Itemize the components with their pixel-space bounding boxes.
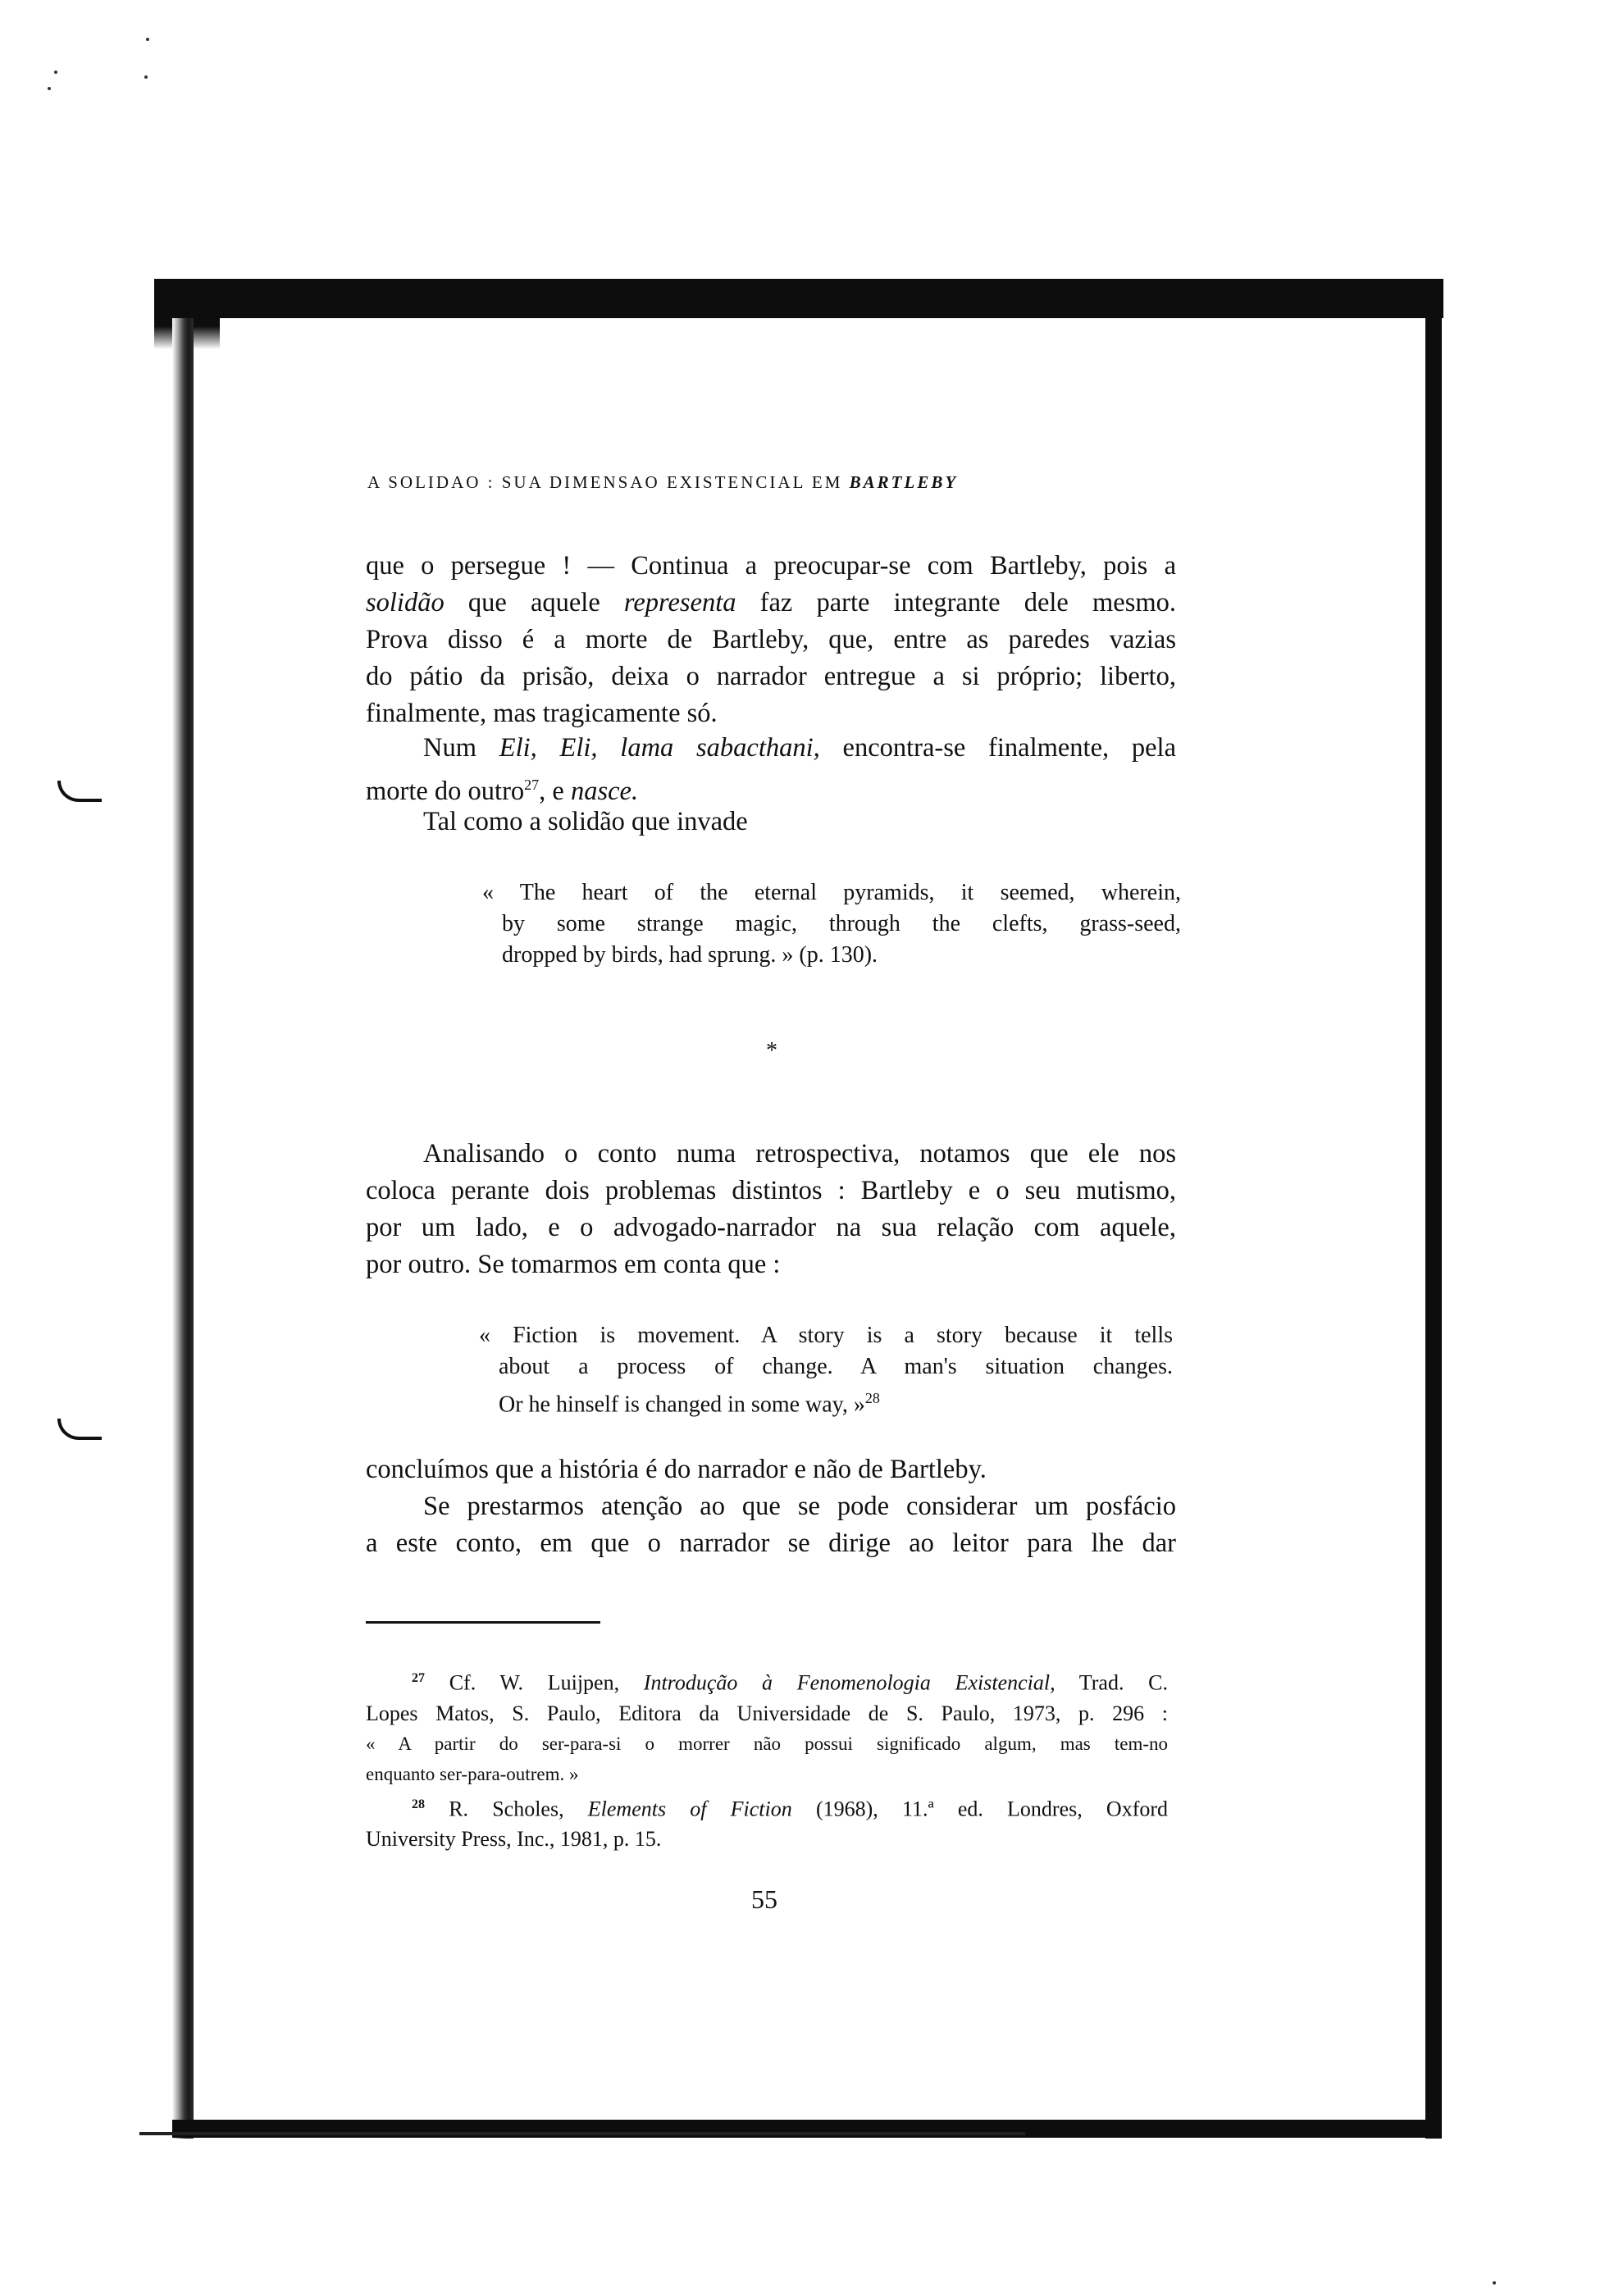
- scan-frame-left: [172, 318, 194, 2139]
- quote-line: [479, 1383, 1173, 1420]
- paragraph-6: [366, 1488, 1176, 1562]
- running-head-title: BARTLEBY: [849, 472, 959, 492]
- scan-frame-right: [1425, 318, 1442, 2139]
- paragraph-1: [366, 548, 1176, 732]
- binding-mark: [57, 1419, 102, 1440]
- scan-speck: [144, 75, 148, 79]
- scan-speck: [1493, 2281, 1496, 2285]
- scan-frame-top: [154, 279, 1443, 318]
- footnote-28-line: [366, 1789, 1168, 1824]
- text-run: morte do outro: [366, 776, 525, 806]
- text-line: por um lado, e o advogado-narrador na sua relação com aquele,: [366, 1213, 1176, 1242]
- scan-speck: [146, 38, 149, 41]
- running-head-text: A SOLIDAO : SUA DIMENSAO EXISTENCIAL EM: [367, 472, 850, 492]
- text-line: Prova disso é a morte de Bartleby, que, entre as paredes vazias: [366, 625, 1176, 654]
- footnote-28-line: University Press, Inc., 1981, p. 15.: [366, 1827, 662, 1852]
- emphasis: Eli, Eli, lama sabacthani,: [499, 733, 820, 763]
- text-line: coloca perante dois problemas distintos : Bartleby e o seu mutismo,: [366, 1176, 1176, 1205]
- text-line: [366, 730, 1176, 767]
- text-run: (1968), 11.ª ed. Londres, Oxford: [791, 1797, 1169, 1821]
- emphasis: nasce.: [570, 776, 639, 806]
- emphasis: representa: [623, 588, 736, 617]
- footnote-ref: 27: [524, 777, 540, 793]
- block-quote-2: [479, 1320, 1173, 1420]
- section-separator: *: [766, 1038, 777, 1064]
- emphasis: solidão: [366, 588, 445, 617]
- footnote-number: 28: [412, 1797, 425, 1811]
- page-number: 55: [751, 1884, 777, 1914]
- text-line: concluímos que a história é do narrador e não de Bartleby.: [366, 1455, 987, 1484]
- quote-line: « Fiction is movement. A story is a story because it tells: [479, 1323, 1173, 1348]
- footnote-ref: 28: [864, 1390, 880, 1406]
- scan-speck: [48, 87, 51, 90]
- footnote-27-line: « A partir do ser-para-si o morrer não possui significado algum, mas tem-no: [366, 1733, 1168, 1754]
- text-line: do pátio da prisão, deixa o narrador entregue a si próprio; liberto,: [366, 662, 1176, 691]
- quote-line: by some strange magic, through the clefts, grass-seed,: [502, 911, 1181, 936]
- text-run: , e: [539, 776, 571, 806]
- text-run: Or he hinself is changed in some way, »: [499, 1392, 865, 1418]
- running-head: [367, 472, 1130, 493]
- text-line: a este conto, em que o narrador se dirige ao leitor para lhe dar: [366, 1528, 1176, 1558]
- emphasis: Introdução à Fenomenologia Existencial,: [643, 1670, 1055, 1695]
- scan-speck: [54, 71, 57, 74]
- text-line: Se prestarmos atenção ao que se pode considerar um posfácio: [423, 1492, 1176, 1521]
- text-line: Tal como a solidão que invade: [423, 807, 748, 836]
- text-run: faz parte integrante dele mesmo.: [736, 588, 1176, 617]
- scan-frame-bottom-line: [139, 2132, 1025, 2135]
- footnote-27-line: enquanto ser-para-outrem. »: [366, 1763, 579, 1784]
- footnotes: [366, 1663, 1168, 1854]
- paragraph-2: [366, 730, 1176, 810]
- footnote-27-line: Lopes Matos, S. Paulo, Editora da Universidade de S. Paulo, 1973, p. 296 :: [366, 1701, 1168, 1725]
- text-line: finalmente, mas tragicamente só.: [366, 699, 718, 728]
- text-line: Analisando o conto numa retrospectiva, notamos que ele nos: [423, 1139, 1176, 1168]
- text-line: [366, 585, 1176, 622]
- paragraph-5: [366, 1451, 1176, 1488]
- block-quote-1: [482, 877, 1181, 971]
- footnote-number: 27: [412, 1671, 425, 1685]
- text-run: que aquele: [444, 588, 624, 617]
- quote-line: « The heart of the eternal pyramids, it seemed, wherein,: [482, 880, 1181, 905]
- footnote-27-line: [366, 1663, 1168, 1698]
- text-run: Cf. W. Luijpen,: [449, 1670, 644, 1695]
- paragraph-4: [366, 1136, 1176, 1283]
- paragraph-3: [366, 804, 1176, 840]
- text-run: R. Scholes,: [449, 1797, 588, 1821]
- text-line: que o persegue ! — Continua a preocupar-se com Bartleby, pois a: [366, 551, 1176, 581]
- binding-mark: [57, 781, 102, 802]
- footnote-rule: [366, 1621, 600, 1624]
- emphasis: Elements of Fiction: [587, 1797, 792, 1821]
- quote-line: about a process of change. A man's situation changes.: [499, 1354, 1173, 1379]
- quote-line: dropped by birds, had sprung. » (p. 130).: [502, 942, 878, 968]
- text-run: encontra-se finalmente, pela: [819, 733, 1177, 763]
- text-run: Num: [423, 733, 499, 763]
- text-line: por outro. Se tomarmos em conta que :: [366, 1250, 781, 1279]
- text-run: Trad. C.: [1055, 1670, 1168, 1695]
